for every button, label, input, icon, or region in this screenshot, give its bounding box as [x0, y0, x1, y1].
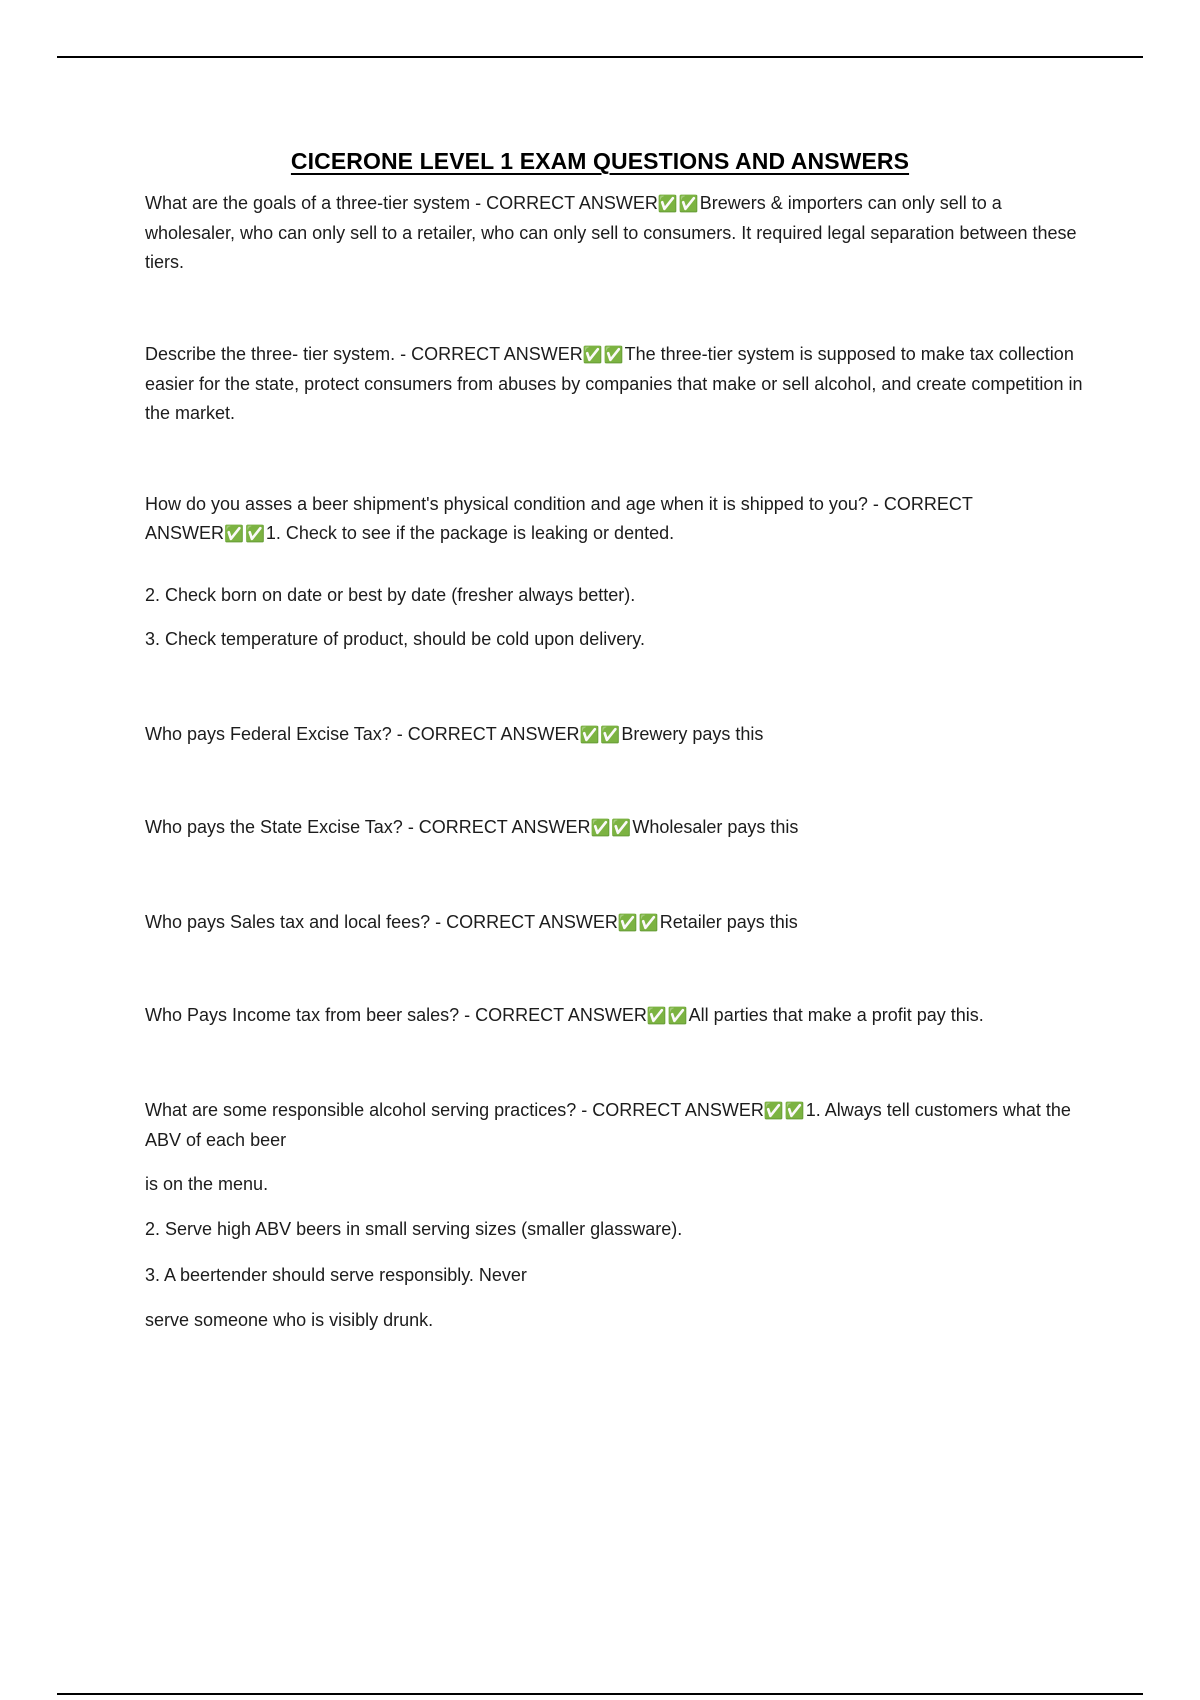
answer-separator: - CORRECT ANSWER [391, 724, 580, 744]
qa-item-3 [145, 490, 1095, 549]
answer-separator: - CORRECT ANSWER [576, 1100, 764, 1120]
answer-text: 1. Always tell customers what the ABV of each beer [145, 1100, 1071, 1150]
double-check-icon: ✅✅ [763, 1103, 806, 1120]
answer-separator: - CORRECT ANSWER [430, 912, 618, 932]
qa-item-2 [145, 340, 1095, 428]
answer-separator: - CORRECT ANSWER [395, 344, 583, 364]
bottom-rule [57, 1693, 1143, 1695]
answer-continuation: 2. Serve high ABV beers in small serving sizes (smaller glassware). [145, 1219, 683, 1239]
qa-item-7 [145, 1001, 1095, 1031]
question-text: Who Pays Income tax from beer sales? [145, 1005, 460, 1025]
answer-text: Brewery pays this [621, 724, 764, 744]
answer-continuation: is on the menu. [145, 1174, 269, 1194]
double-check-icon: ✅✅ [646, 1008, 689, 1025]
answer-text: The three-tier system is supposed to make tax collection easier for the state, protect consumers from abuses by companies that make or sell alcohol, and create competition in the market. [145, 344, 1083, 423]
answer-separator: - CORRECT ANSWER [145, 494, 973, 543]
answer-text: Brewers & importers can only sell to a wholesaler, who can only sell to a retailer, who can only sell to consumers. It required legal separation between these tiers. [145, 193, 1077, 272]
answer-separator: - CORRECT ANSWER [402, 817, 591, 837]
qa-item-4 [145, 720, 1095, 750]
answer-continuation: serve someone who is visibly drunk. [145, 1310, 434, 1330]
qa-item-1 [145, 189, 1095, 277]
answer-continuation: 2. Check born on date or best by date (fresher always better). [145, 585, 636, 605]
question-text: What are some responsible alcohol serving practices? [145, 1100, 577, 1120]
double-check-icon: ✅✅ [224, 526, 266, 543]
double-check-icon: ✅✅ [657, 196, 700, 213]
answer-continuation: 3. Check temperature of product, should be cold upon delivery. [145, 629, 645, 649]
question-text: What are the goals of a three-tier system [145, 193, 471, 213]
answer-separator: - CORRECT ANSWER [459, 1005, 647, 1025]
double-check-icon: ✅✅ [582, 347, 625, 364]
qa-item-8 [145, 1096, 1095, 1155]
qa-item-6 [145, 908, 1095, 938]
question-text: Who pays the State Excise Tax? [145, 817, 403, 837]
answer-text: Retailer pays this [659, 912, 798, 932]
top-rule [57, 56, 1143, 58]
question-text: Describe the three- tier system. [145, 344, 396, 364]
double-check-icon: ✅✅ [590, 820, 633, 837]
answer-text: 1. Check to see if the package is leaking or dented. [265, 523, 675, 543]
qa-item-5 [145, 813, 1095, 843]
answer-text: Wholesaler pays this [632, 817, 799, 837]
double-check-icon: ✅✅ [579, 727, 622, 744]
document-title: CICERONE LEVEL 1 EXAM QUESTIONS AND ANSWERS [290, 148, 910, 174]
answer-continuation: 3. A beertender should serve responsibly. Never [145, 1265, 527, 1285]
question-text: How do you asses a beer shipment's physical condition and age when it is shipped to you? [145, 494, 868, 514]
answer-separator: - CORRECT ANSWER [470, 193, 658, 213]
answer-text: All parties that make a profit pay this. [688, 1005, 984, 1025]
question-text: Who pays Sales tax and local fees? [145, 912, 431, 932]
question-text: Who pays Federal Excise Tax? [145, 724, 392, 744]
double-check-icon: ✅✅ [617, 915, 660, 932]
